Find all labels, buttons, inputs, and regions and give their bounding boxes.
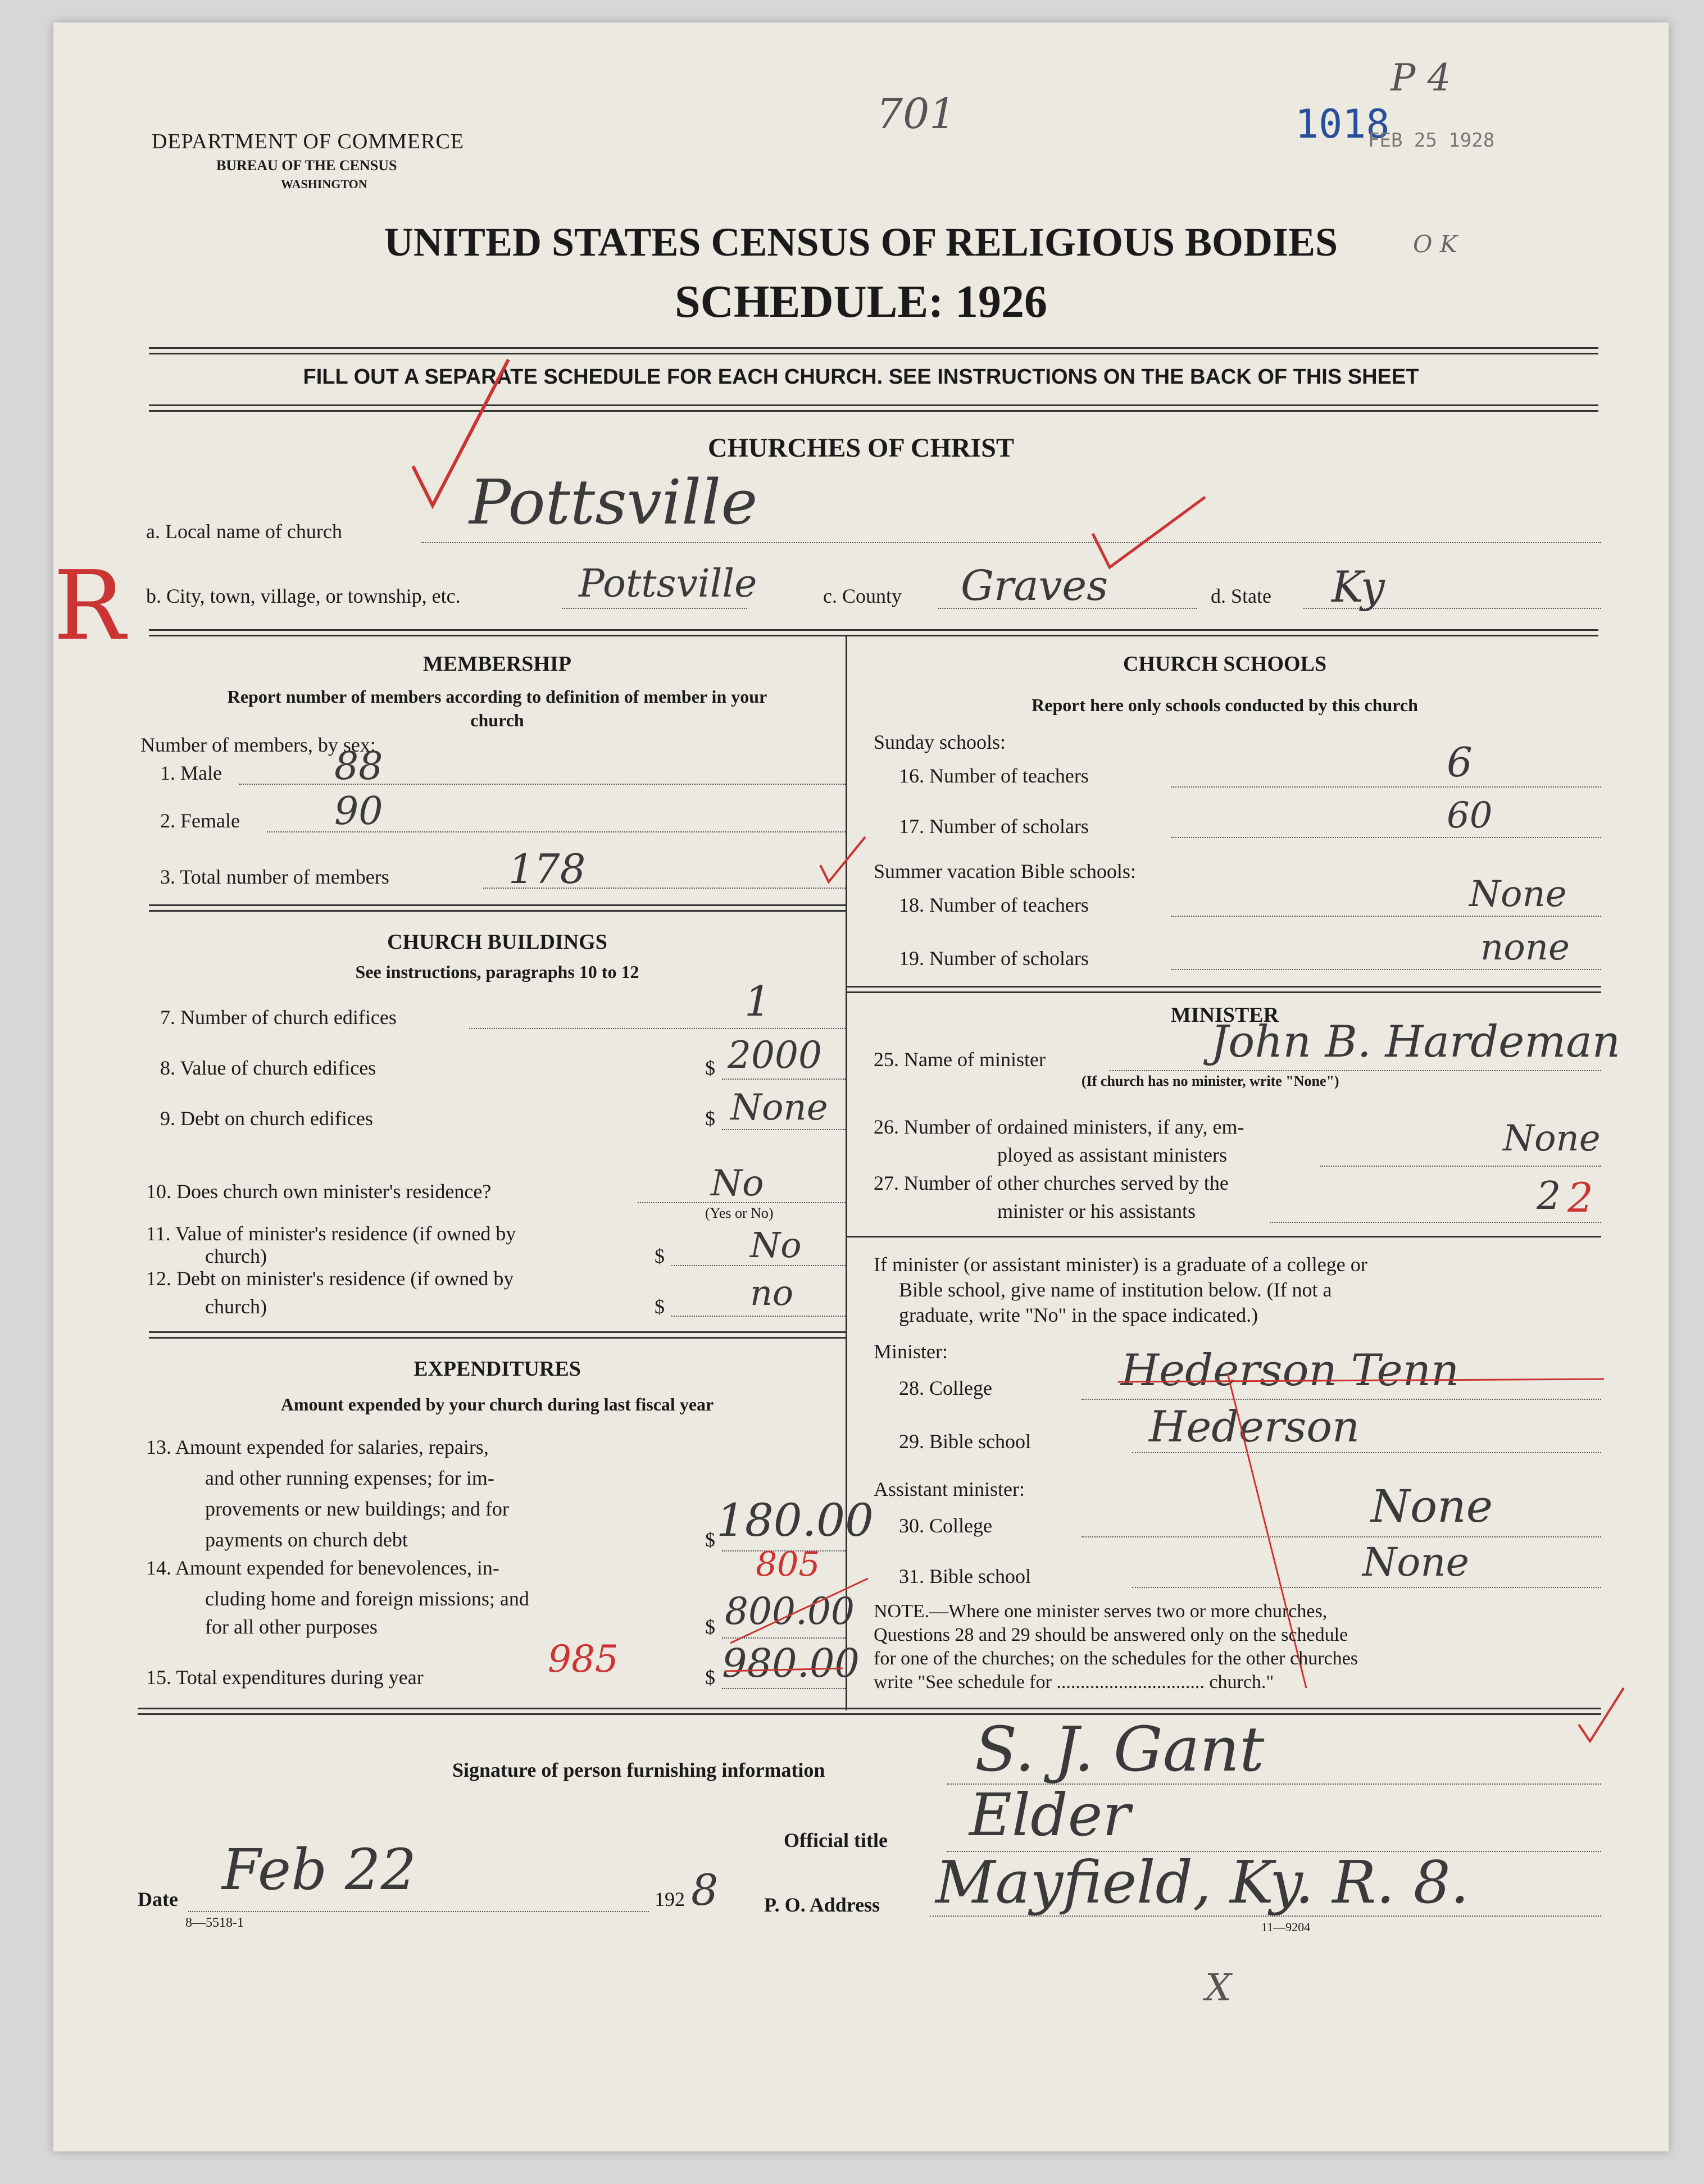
official-title-value[interactable]: Elder (969, 1781, 1131, 1849)
q27-line1: 27. Number of other churches served by the (874, 1172, 1229, 1194)
received-stamp: FEB 25 1928 (1368, 129, 1495, 152)
check-mark-icon (1087, 494, 1211, 573)
total-expenditures-correction: 985 (548, 1637, 619, 1681)
q12-label-cont: church) (205, 1295, 267, 1318)
q7-label: 7. Number of church edifices (160, 1006, 397, 1029)
sunday-scholars-value[interactable]: 60 (1447, 795, 1493, 836)
note-line1: NOTE.—Where one minister serves two or more churches, (874, 1601, 1328, 1622)
buildings-heading: CHURCH BUILDINGS (387, 930, 607, 954)
q30-label: 30. College (899, 1514, 992, 1537)
date-value[interactable]: Feb 22 (222, 1837, 417, 1903)
assistant-bible-school-value[interactable]: None (1362, 1539, 1469, 1585)
q14-line1: 14. Amount expended for benevolences, in- (146, 1557, 499, 1579)
total-members-value[interactable]: 178 (508, 845, 586, 893)
year-prefix: 192 (655, 1888, 685, 1910)
summer-scholars-value[interactable]: none (1480, 927, 1570, 968)
strike-line (722, 1651, 846, 1691)
minister-heading: MINISTER (1170, 1003, 1279, 1027)
q3-label: 3. Total number of members (160, 866, 389, 888)
edifices-value[interactable]: 1 (744, 977, 771, 1026)
grad-note-line2: Bible school, give name of institution below. (If not a (899, 1278, 1332, 1301)
check-mark-icon (817, 831, 868, 888)
q2-label: 2. Female (160, 809, 240, 832)
q8-label: 8. Value of church edifices (160, 1057, 376, 1079)
q1-label: 1. Male (160, 762, 222, 784)
city-value[interactable]: Pottsville (579, 562, 757, 606)
note-line3: for one of the churches; on the schedules for the other churches (874, 1648, 1358, 1669)
q13-line4: payments on church debt (205, 1528, 408, 1551)
minister-none-note: (If church has no minister, write "None") (1082, 1073, 1339, 1089)
membership-sub: Report number of members according to definition of member in your church (227, 686, 767, 730)
currency-sign: $ (655, 1295, 665, 1318)
membership-heading: MEMBERSHIP (423, 652, 571, 676)
schedule-title: SCHEDULE: 1926 (675, 276, 1047, 327)
form-number: 8—5518-1 (185, 1915, 244, 1930)
q13-line2: and other running expenses; for im- (205, 1467, 494, 1489)
field-c-label: c. County (823, 585, 902, 607)
q14-line2: cluding home and foreign missions; and (205, 1587, 529, 1610)
strike-line (728, 1573, 874, 1646)
currency-sign: $ (705, 1057, 715, 1079)
page-mark-p4: P 4 (1391, 56, 1451, 99)
field-d-label: d. State (1211, 585, 1271, 607)
official-title-label: Official title (784, 1829, 888, 1851)
q16-label: 16. Number of teachers (899, 765, 1089, 787)
bureau-label: BUREAU OF THE CENSUS (216, 157, 397, 174)
q9-label: 9. Debt on church edifices (160, 1107, 373, 1130)
assistant-minister-label: Assistant minister: (874, 1478, 1025, 1500)
owns-residence-value[interactable]: No (711, 1163, 764, 1204)
schools-sub: Report here only schools conducted by this church (1032, 695, 1418, 715)
signature-value[interactable]: S. J. Gant (975, 1713, 1265, 1785)
q13-line1: 13. Amount expended for salaries, repairs, (146, 1436, 489, 1458)
church-name-value[interactable]: Pottsville (469, 466, 758, 538)
expenditures-heading: EXPENDITURES (413, 1357, 581, 1381)
print-number: 11—9204 (1261, 1920, 1311, 1934)
q12-label: 12. Debt on minister's residence (if owned by (146, 1267, 514, 1290)
date-label: Date (138, 1888, 178, 1910)
q11-label-cont: church) (205, 1245, 267, 1267)
q15-label: 15. Total expenditures during year (146, 1666, 424, 1689)
q26-line1: 26. Number of ordained ministers, if any, em- (874, 1116, 1244, 1138)
q29-label: 29. Bible school (899, 1430, 1031, 1453)
yes-no-note: (Yes or No) (705, 1205, 774, 1221)
edifice-debt-value[interactable]: None (730, 1087, 828, 1129)
currency-sign: $ (705, 1528, 715, 1551)
running-expenses-value[interactable]: 180.00 (716, 1494, 874, 1546)
minister-sub-label: Minister: (874, 1340, 948, 1363)
instruction-banner: FILL OUT A SEPARATE SCHEDULE FOR EACH CHURCH. SEE INSTRUCTIONS ON THE BACK OF THIS SHEET (303, 365, 1419, 389)
other-churches-value[interactable]: 2 (1537, 1174, 1561, 1218)
department-label: DEPARTMENT OF COMMERCE (152, 130, 465, 153)
year-digit-value[interactable]: 8 (691, 1865, 719, 1915)
bible-school-value[interactable]: Hederson (1149, 1402, 1360, 1452)
residence-debt-value[interactable]: no (750, 1272, 794, 1313)
residence-value[interactable]: No (750, 1225, 802, 1266)
strike-line (1115, 1365, 1610, 1399)
benevolences-correction: 805 (756, 1545, 820, 1584)
buildings-sub: See instructions, paragraphs 10 to 12 (355, 962, 639, 982)
field-b-label: b. City, town, village, or township, etc. (146, 585, 461, 607)
note-line2: Questions 28 and 29 should be answered only on the schedule (874, 1625, 1348, 1645)
q25-label: 25. Name of minister (874, 1048, 1046, 1071)
washington-label: WASHINGTON (281, 177, 367, 191)
q28-label: 28. College (899, 1377, 992, 1399)
denomination-heading: CHURCHES OF CHRIST (708, 433, 1014, 463)
q14-line3: for all other purposes (205, 1616, 378, 1638)
q27-line2: minister or his assistants (997, 1200, 1196, 1222)
minister-name-value[interactable]: John B. Hardeman (1211, 1017, 1621, 1067)
q13-line3: provements or new buildings; and for (205, 1498, 509, 1520)
summer-schools-label: Summer vacation Bible schools: (874, 860, 1136, 882)
form-title: UNITED STATES CENSUS OF RELIGIOUS BODIES (384, 220, 1338, 265)
r-mark: R (53, 550, 125, 662)
ok-mark: O K (1413, 230, 1458, 258)
q17-label: 17. Number of scholars (899, 815, 1089, 838)
field-a-label: a. Local name of church (146, 520, 342, 543)
po-address-value[interactable]: Mayfield, Ky. R. 8. (935, 1848, 1469, 1917)
stamp-number-1018: 1018 (1295, 101, 1390, 147)
stamp-number-701: 701 (876, 90, 956, 138)
census-form (53, 22, 1669, 2151)
sunday-teachers-value[interactable]: 6 (1447, 739, 1473, 786)
edifice-value[interactable]: 2000 (728, 1034, 822, 1077)
state-value[interactable]: Ky (1332, 562, 1385, 612)
note-line4: write "See schedule for ............................... church." (874, 1672, 1274, 1692)
male-value[interactable]: 88 (334, 744, 383, 789)
check-mark-icon (1576, 1685, 1626, 1747)
assistant-ministers-value[interactable]: None (1503, 1118, 1601, 1159)
other-churches-correction: 2 (1567, 1174, 1593, 1221)
currency-sign: $ (705, 1666, 715, 1689)
summer-teachers-value[interactable]: None (1469, 873, 1567, 915)
total-expenditures-value[interactable]: 980.00 (722, 1640, 860, 1686)
grad-note-line3: graduate, write "No" in the space indicated.) (899, 1304, 1258, 1326)
currency-sign: $ (705, 1616, 715, 1638)
sunday-schools-label: Sunday schools: (874, 731, 1006, 753)
currency-sign: $ (655, 1245, 665, 1267)
q10-label: 10. Does church own minister's residence? (146, 1180, 492, 1203)
county-value[interactable]: Graves (961, 562, 1108, 610)
schools-heading: CHURCH SCHOOLS (1123, 652, 1327, 676)
q11-label: 11. Value of minister's residence (if owned by (146, 1222, 516, 1245)
x-mark: X (1205, 1966, 1232, 2009)
q31-label: 31. Bible school (899, 1565, 1031, 1587)
q18-label: 18. Number of teachers (899, 894, 1089, 916)
expenditures-sub: Amount expended by your church during last fiscal year (280, 1394, 714, 1414)
benevolences-value[interactable]: 800.00 (725, 1590, 855, 1633)
members-by-sex-label: Number of members, by sex: (140, 734, 376, 756)
grad-note-line1: If minister (or assistant minister) is a graduate of a college or (874, 1253, 1367, 1276)
assistant-college-value[interactable]: None (1371, 1480, 1493, 1532)
q19-label: 19. Number of scholars (899, 947, 1089, 970)
signature-label: Signature of person furnishing information (452, 1759, 825, 1781)
po-address-label: P. O. Address (764, 1894, 880, 1916)
q26-line2: ployed as assistant ministers (997, 1144, 1227, 1166)
female-value[interactable]: 90 (334, 789, 383, 834)
college-value[interactable]: Hederson Tenn (1121, 1345, 1460, 1396)
currency-sign: $ (705, 1107, 715, 1130)
